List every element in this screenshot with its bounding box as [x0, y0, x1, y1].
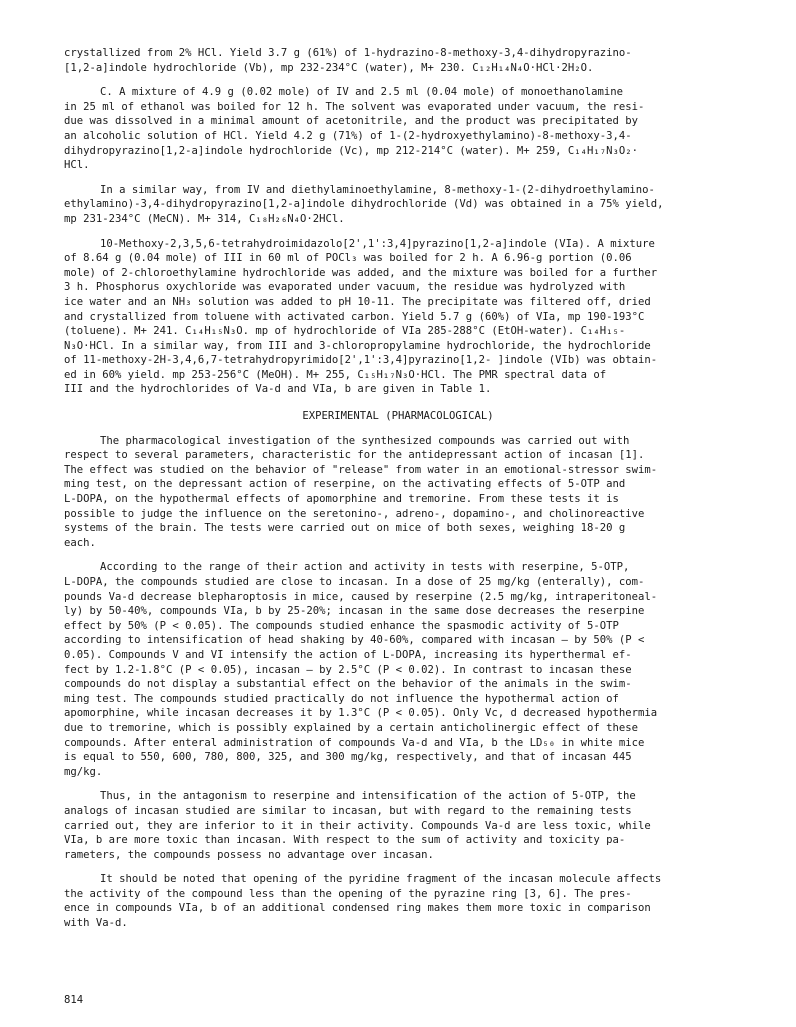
page-number: 814	[64, 994, 84, 1006]
text-line: compounds do not display a substantial effect on the behavior of the animals in the swim-	[64, 678, 632, 691]
text-line: 3 h. Phosphorus oxychloride was evaporated under vacuum, the residue was hydrolyzed with	[64, 281, 626, 294]
paragraph	[64, 872, 732, 930]
text-line: ethylamino)-3,4-dihydropyrazino[1,2-a]indole dihydrochloride (Vd) was obtained in a 75% yield,	[64, 198, 664, 211]
paragraph	[64, 237, 732, 398]
text-line: The effect was studied on the behavior of "release" from water in an emotional-stressor swim-	[64, 463, 658, 476]
text-line: ming test, on the depressant action of reserpine, on the activating effects of 5-OTP and	[64, 478, 626, 491]
text-line: L-DOPA, the compounds studied are close to incasan. In a dose of 25 mg/kg (enterally), com-	[64, 576, 645, 588]
section-heading: EXPERIMENTAL (PHARMACOLOGICAL)	[302, 410, 494, 423]
text-line: compounds. After enteral administration of compounds Va-d and VIa, b the LD₅₀ in white mice	[64, 736, 645, 749]
text-line: effect by 50% (P < 0.05). The compounds studied enhance the spasmodic activity of 5-OTP	[64, 619, 619, 632]
synthesis-section	[64, 46, 732, 397]
text-line: According to the range of their action and activity in tests with reserpine, 5-OTP,	[100, 561, 630, 574]
text-line: with Va-d.	[64, 917, 128, 930]
text-line: apomorphine, while incasan decreases it by 1.3°C (P < 0.05). Only Vc, d decreased hypothermia	[64, 707, 658, 720]
text-line: rameters, the compounds possess no advantage over incasan.	[64, 848, 434, 861]
text-line: mp 231-234°C (MeCN). M+ 314, C₁₈H₂₆N₄O·2HCl.	[64, 212, 345, 225]
text-line: N₃O·HCl. In a similar way, from III and 3-chloropropylamine hydrochloride, the hydrochloride	[64, 339, 651, 352]
text-line: is equal to 550, 600, 780, 800, 325, and 300 mg/kg, respectively, and that of incasan 445	[64, 751, 632, 764]
text-line: possible to judge the influence on the seretonino-, adreno-, dopamino-, and cholinoreactive	[64, 507, 645, 520]
text-line: [1,2-a]indole hydrochloride (Vb), mp 232-234°C (water), M+ 230. C₁₂H₁₄N₄O·HCl·2H₂O.	[64, 61, 594, 74]
paragraph	[64, 183, 732, 227]
text-line: (toluene). M+ 241. C₁₄H₁₅N₃O. mp of hydrochloride of VIa 285-288°C (EtOH-water). C₁₄H₁₅-	[64, 325, 626, 338]
text-line: The pharmacological investigation of the synthesized compounds was carried out with	[100, 434, 630, 447]
text-line: ly) by 50-40%, compounds VIa, b by 25-20%; incasan in the same dose decreases the reserpine	[64, 605, 645, 618]
text-line: each.	[64, 536, 96, 549]
text-line: pounds Va-d decrease blepharoptosis in mice, caused by reserpine (2.5 mg/kg, intraperitoneal-	[64, 590, 658, 603]
text-line: of 8.64 g (0.04 mole) of III in 60 ml of POCl₃ was boiled for 2 h. A 6.96-g portion (0.06	[64, 252, 632, 265]
text-line: crystallized from 2% HCl. Yield 3.7 g (61%) of 1-hydrazino-8-methoxy-3,4-dihydropyrazino-	[64, 47, 632, 59]
paragraph	[64, 560, 732, 779]
text-line: of 11-methoxy-2H-3,4,6,7-tetrahydropyrimido[2',1':3,4]pyrazino[1,2- ]indole (VIb) was obtain-	[64, 354, 658, 367]
text-line: ence in compounds VIa, b of an additional condensed ring makes them more toxic in comparison	[64, 902, 651, 915]
text-line: III and the hydrochlorides of Va-d and VIa, b are given in Table 1.	[64, 383, 492, 396]
text-line: mg/kg.	[64, 765, 103, 778]
text-line: mole) of 2-chloroethylamine hydrochloride was added, and the mixture was boiled for a further	[64, 266, 658, 279]
paragraph	[64, 46, 732, 75]
text-line: analogs of incasan studied are similar to incasan, but with regard to the remaining tests	[64, 804, 632, 817]
paragraph	[64, 789, 732, 862]
text-line: systems of the brain. The tests were carried out on mice of both sexes, weighing 18-20 g	[64, 522, 626, 535]
text-line: the activity of the compound less than the opening of the pyrazine ring [3, 6]. The pres-	[64, 887, 632, 900]
text-line: ice water and an NH₃ solution was added to pH 10-11. The precipitate was filtered off, dried	[64, 295, 651, 308]
text-line: respect to several parameters, characteristic for the antidepressant action of incasan [1].	[64, 449, 645, 462]
text-line: C. A mixture of 4.9 g (0.02 mole) of IV and 2.5 ml (0.04 mole) of monoethanolamine	[100, 86, 623, 99]
paragraph	[64, 85, 732, 173]
text-line: L-DOPA, on the hypothermal effects of apomorphine and tremorine. From these tests it is	[64, 493, 619, 506]
text-line: due to tremorine, which is possibly explained by a certain anticholinergic effect of these	[64, 721, 639, 734]
text-line: fect by 1.2-1.8°C (P < 0.05), incasan — by 2.5°C (P < 0.02). In contrast to incasan these	[64, 663, 632, 676]
text-line: In a similar way, from IV and diethylaminoethylamine, 8-methoxy-1-(2-dihydroethylamino-	[100, 183, 655, 196]
text-line: dihydropyrazino[1,2-a]indole hydrochloride (Vc), mp 212-214°C (water). M+ 259, C₁₄H₁₇N₃O₂·	[64, 144, 639, 157]
text-line: ed in 60% yield. mp 253-256°C (MeOH). M+ 255, C₁₅H₁₇N₃O·HCl. The PMR spectral data of	[64, 368, 607, 381]
article-body	[64, 46, 732, 941]
text-line: 0.05). Compounds V and VI intensify the action of L-DOPA, increasing its hyperthermal ef-	[64, 648, 632, 661]
text-line: an alcoholic solution of HCl. Yield 4.2 g (71%) of 1-(2-hydroxyethylamino)-8-methoxy-3,4-	[64, 129, 632, 142]
pharmacology-section	[64, 434, 732, 931]
text-line: VIa, b are more toxic than incasan. With respect to the sum of activity and toxicity pa-	[64, 834, 626, 847]
text-line: in 25 ml of ethanol was boiled for 12 h. The solvent was evaporated under vacuum, the resi-	[64, 100, 645, 113]
paragraph	[64, 434, 732, 551]
text-line: according to intensification of head shaking by 40-60%, compared with incasan — by 50% (P <	[64, 634, 645, 647]
text-line: 10-Methoxy-2,3,5,6-tetrahydroimidazolo[2',1':3,4]pyrazino[1,2-a]indole (VIa). A mixture	[100, 237, 655, 250]
text-line: carried out, they are inferior to it in their activity. Compounds Va-d are less toxic, while	[64, 819, 651, 832]
text-line: ming test. The compounds studied practically do not influence the hypothermal action of	[64, 692, 619, 705]
text-line: and crystallized from toluene with activated carbon. Yield 5.7 g (60%) of VIa, mp 190-193°C	[64, 310, 645, 323]
text-line: HCl.	[64, 159, 90, 172]
text-line: It should be noted that opening of the pyridine fragment of the incasan molecule affects	[100, 873, 662, 886]
text-line: Thus, in the antagonism to reserpine and intensification of the action of 5-OTP, the	[100, 790, 636, 803]
text-line: due was dissolved in a minimal amount of acetonitrile, and the product was precipitated by	[64, 115, 639, 128]
